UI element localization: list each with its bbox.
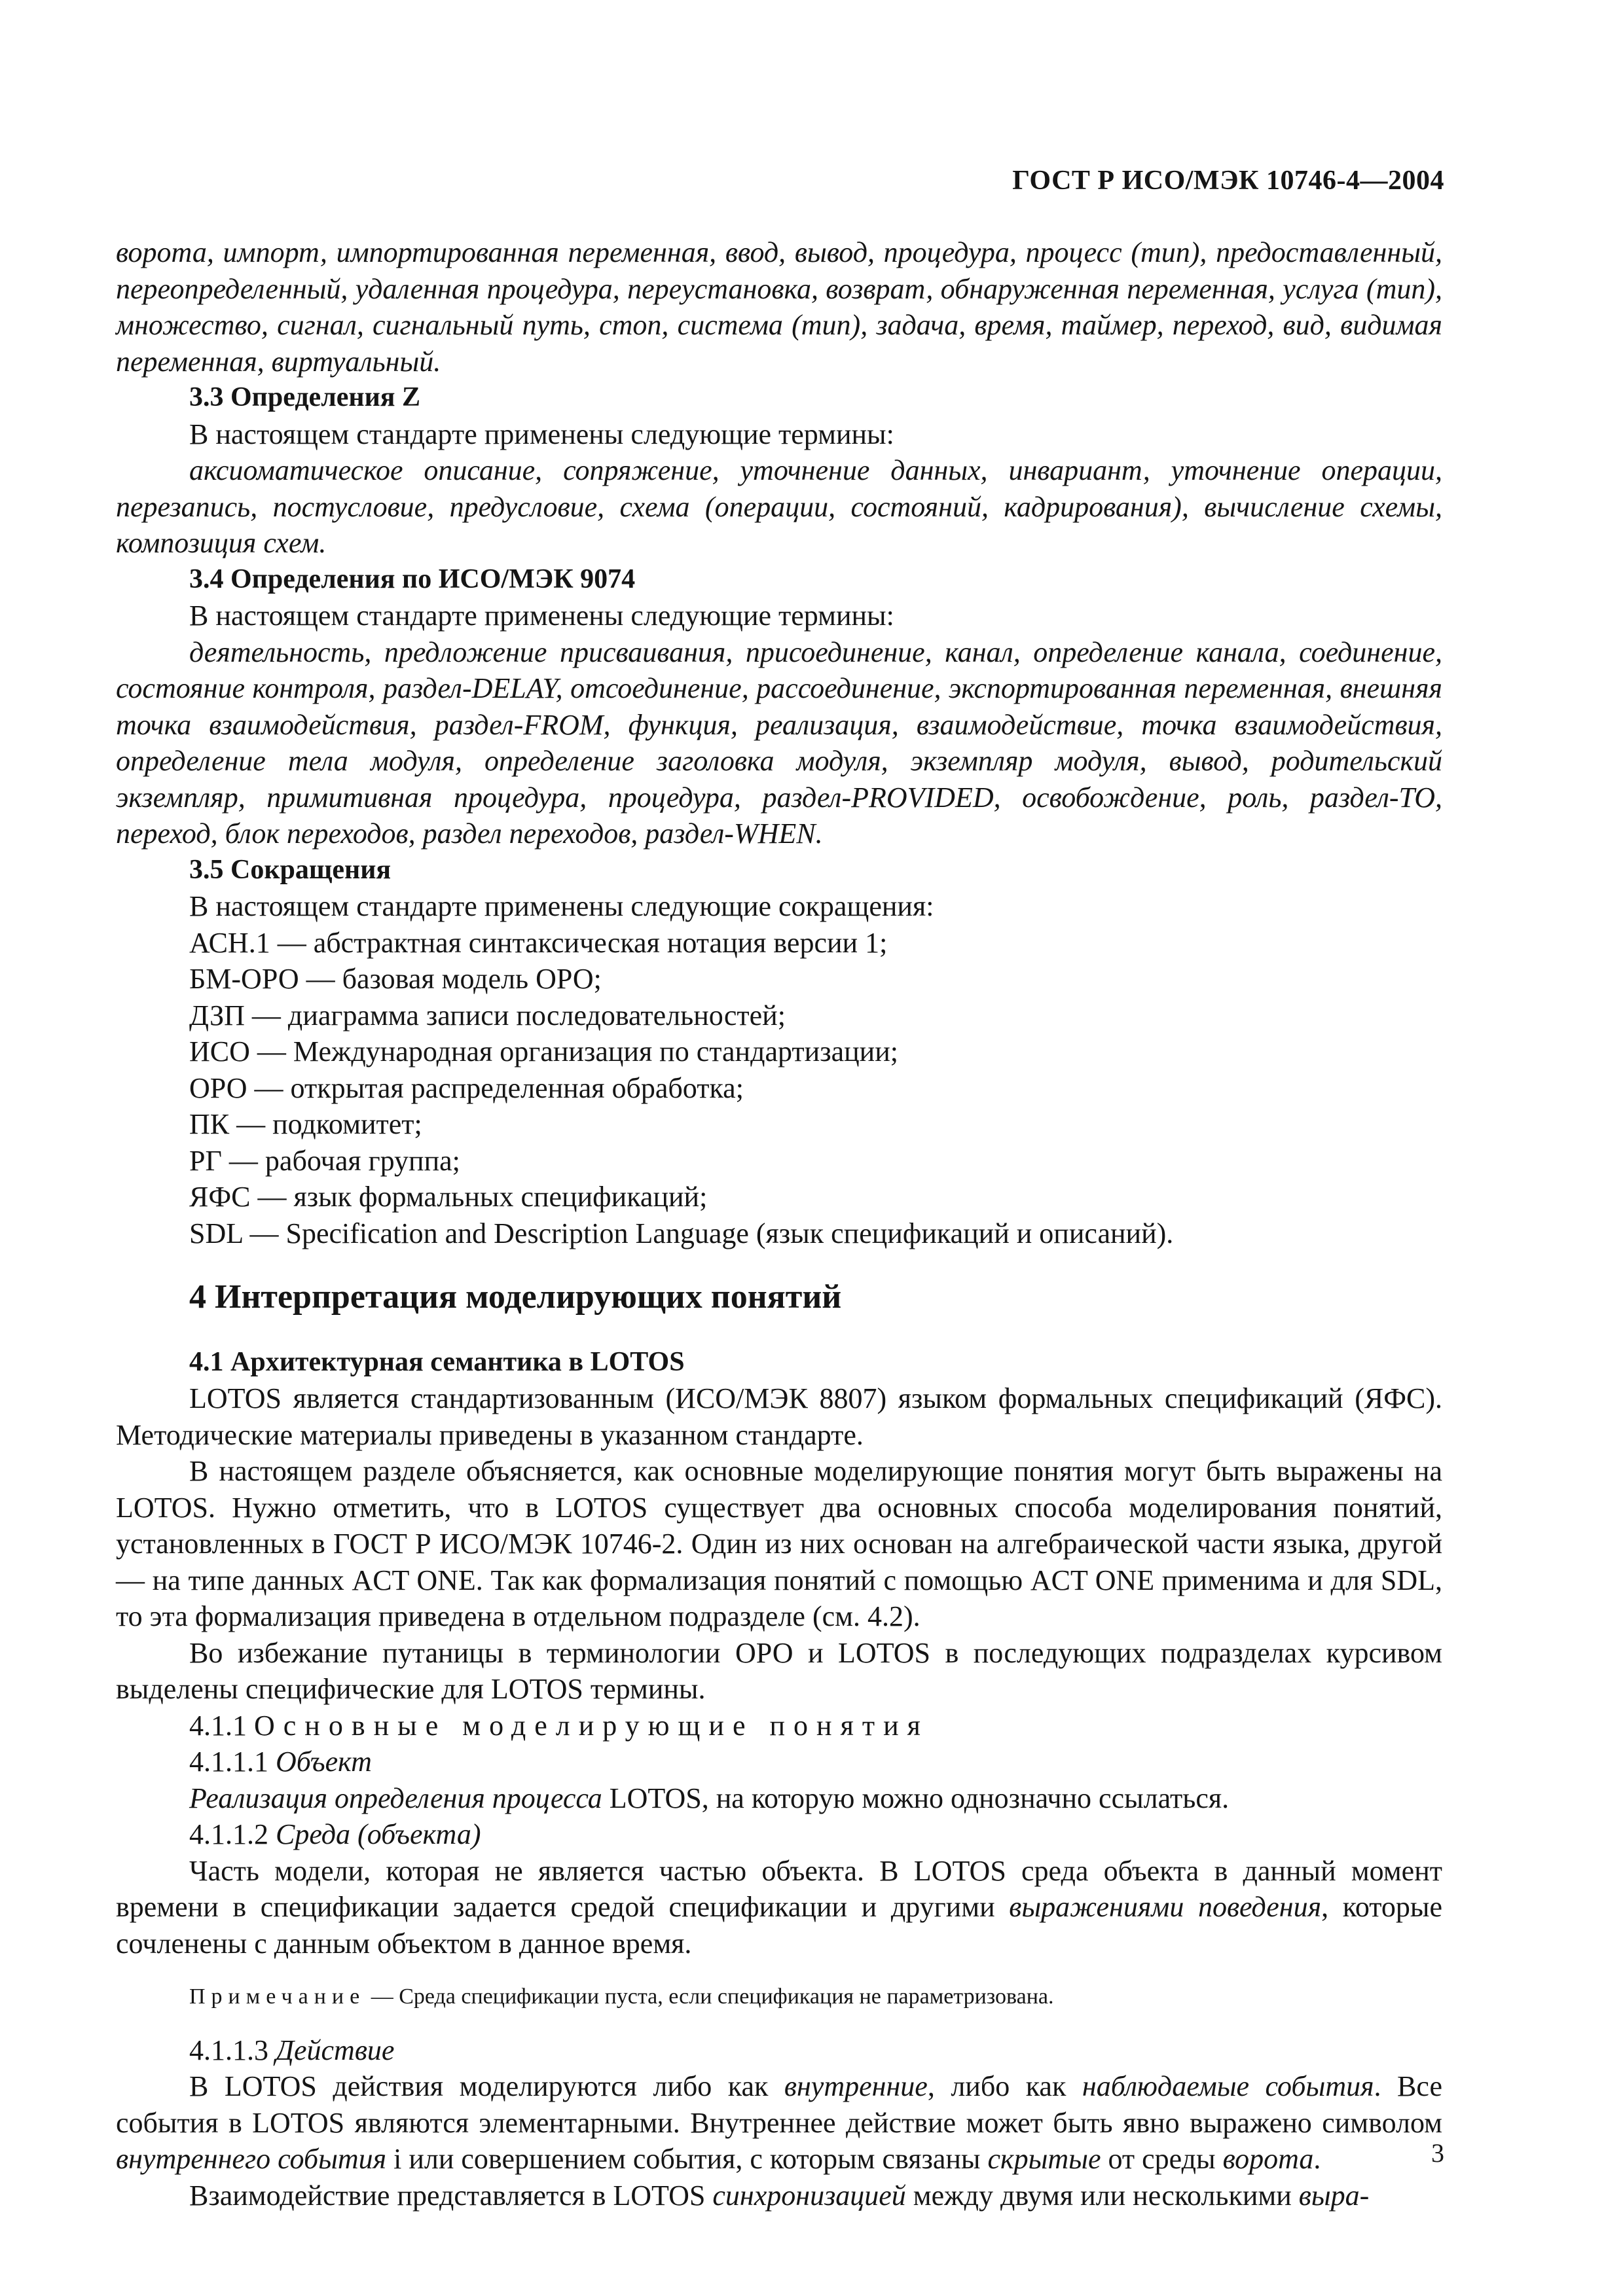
section-4-1-paragraph: В настоящем разделе объясняется, как основные моделирующие понятия могут быть выражены на LOTOS. Нужно отметить, что в LOTOS существует два основных способа моделирования понятий, установленных в ГОСТ Р ИСО/МЭК 10746-2. Один из них основан на алгебраической части языка, другой — на типе данных ACT ONE. Так как формализация понятий с помощью ACT ONE применима и для SDL, то эта формализация приведена в отдельном подразделе (см. 4.2).	[116, 1455, 1442, 1632]
italic-term: внутреннего события	[116, 2143, 387, 2175]
section-3-4-terms: деятельность, предложение присваивания, присоединение, канал, определение канала, соединение, состояние контроля, раздел-DELAY, отсоединение, рассоединение, экспортированная переменная, внешняя точка взаимодействия, раздел-FROM, функция, реализация, взаимодействие, точка взаимодействия, определение тела модуля, определение заголовка модуля, экземпляр модуля, вывод, родительский экземпляр, примитивная процедура, процедура, раздел-PROVIDED, освобождение, роль, раздел-TO, переход, блок переходов, раздел переходов, раздел-WHEN.	[116, 636, 1442, 850]
section-4-1-paragraph: LOTOS является стандартизованным (ИСО/МЭК 8807) языком формальных спецификаций (ЯФС). Методические материалы приведены в указанном стандарте.	[116, 1382, 1442, 1451]
section-3-5-intro: В настоящем стандарте применены следующие сокращения:	[189, 890, 934, 922]
section-4-1-1-3-title: Действие	[276, 2034, 395, 2066]
document-header: ГОСТ Р ИСО/МЭК 10746-4—2004	[1012, 166, 1444, 196]
section-4-1-1-1-title: Объект	[276, 1746, 372, 1778]
section-4-1-1-3-heading	[116, 2032, 1442, 2069]
abbreviation-item: ЯФС — язык формальных спецификаций;	[189, 1181, 708, 1213]
section-3-3-title: 3.3 Определения Z	[189, 382, 421, 412]
text-run: LOTOS, на которую можно однозначно ссылаться.	[602, 1782, 1230, 1814]
section-4-1-1-title: Основные моделирующие понятия	[254, 1709, 929, 1742]
text-run: .	[1313, 2143, 1321, 2175]
section-4-1-1-heading	[116, 1708, 1442, 1744]
text-run: Взаимодействие представляется в LOTOS	[189, 2179, 713, 2212]
note	[116, 1979, 1442, 2015]
italic-term: Реализация определения процесса	[189, 1782, 602, 1814]
section-number: 4.1.1.1	[189, 1746, 268, 1778]
italic-term: выра-	[1298, 2179, 1370, 2212]
italic-term: синхронизацией	[712, 2179, 906, 2212]
abbreviation-item: ДЗП — диаграмма записи последовательностей;	[189, 999, 786, 1031]
abbreviation-item: SDL — Specification and Description Language (язык спецификаций и описаний).	[189, 1217, 1174, 1249]
text-run: между двумя или несколькими	[905, 2179, 1299, 2212]
interaction-paragraph	[116, 2178, 1442, 2214]
italic-term: внутренние	[784, 2070, 928, 2102]
abbreviation-item: РГ — рабочая группа;	[189, 1144, 460, 1177]
italic-term: наблюдаемые события	[1082, 2070, 1374, 2102]
action-definition	[116, 2068, 1442, 2178]
page-number: 3	[1431, 2138, 1444, 2168]
page-content	[116, 234, 1442, 2214]
section-4-1-1-2-heading	[116, 1816, 1442, 1853]
terms-continuation: ворота, импорт, импортированная переменная, ввод, вывод, процедура, процесс (тип), предоставленный, переопределенный, удаленная процедура, переустановка, возврат, обнаруженная переменная, услуга (тип), множество, сигнал, сигнальный путь, стоп, система (тип), задача, время, таймер, переход, вид, видимая переменная, виртуальный.	[116, 236, 1442, 378]
text-run: i или совершением события, с которым связаны	[386, 2143, 988, 2175]
abbreviation-item: ИСО — Международная организация по стандартизации;	[189, 1035, 898, 1067]
text-run: В LOTOS действия моделируются либо как	[189, 2070, 784, 2102]
note-text: — Среда спецификации пуста, если спецификация не параметризована.	[365, 1984, 1054, 2009]
section-3-3-intro: В настоящем стандарте применены следующие термины:	[189, 418, 894, 450]
italic-term: скрытые	[987, 2143, 1101, 2175]
note-label: Примечание	[189, 1984, 366, 2009]
section-3-5-title: 3.5 Сокращения	[189, 854, 392, 885]
section-3-4-title: 3.4 Определения по ИСО/МЭК 9074	[189, 564, 636, 594]
section-number: 4.1.1	[189, 1709, 247, 1742]
italic-term: выражениями поведения	[1009, 1891, 1322, 1923]
text-run: Часть модели, которая не является частью объекта. В LOTOS среда объекта в данный момент времени в спецификации задается средой спецификации и другими	[116, 1854, 1442, 1923]
chapter-4-title: 4 Интерпретация моделирующих понятий	[189, 1278, 842, 1316]
section-3-4-intro: В настоящем стандарте применены следующие термины:	[189, 600, 894, 632]
section-4-1-1-2-title: Среда (объекта)	[276, 1818, 481, 1850]
abbreviation-item: АСН.1 — абстрактная синтаксическая нотация версии 1;	[189, 926, 888, 959]
abbreviation-item: ОРО — открытая распределенная обработка;	[189, 1071, 744, 1104]
italic-term: ворота	[1222, 2143, 1314, 2175]
text-run: . Все события в LOTOS являются элементарными. Внутреннее действие может быть явно выражено символом	[116, 2070, 1442, 2139]
section-4-1-title: 4.1 Архитектурная семантика в LOTOS	[189, 1346, 685, 1377]
section-number: 4.1.1.3	[189, 2034, 268, 2066]
abbreviation-item: ПК — подкомитет;	[189, 1108, 422, 1140]
section-number: 4.1.1.2	[189, 1818, 268, 1850]
abbreviation-item: БМ-ОРО — базовая модель ОРО;	[189, 963, 602, 995]
environment-definition	[116, 1853, 1442, 1962]
section-3-3-terms: аксиоматическое описание, сопряжение, уточнение данных, инвариант, уточнение операции, перезапись, постусловие, предусловие, схема (операции, состояний, кадрирования), вычисление схемы, композиция схем.	[116, 454, 1442, 559]
section-4-1-paragraph: Во избежание путаницы в терминологии ОРО и LOTOS в последующих подразделах курсивом выделены специфические для LOTOS термины.	[116, 1636, 1442, 1705]
section-4-1-1-1-heading	[116, 1744, 1442, 1780]
text-run: от среды	[1101, 2143, 1223, 2175]
object-definition	[116, 1780, 1442, 1817]
text-run: , которые сочленены с данным объектом в данное время.	[116, 1891, 1442, 1960]
text-run: , либо как	[927, 2070, 1082, 2102]
